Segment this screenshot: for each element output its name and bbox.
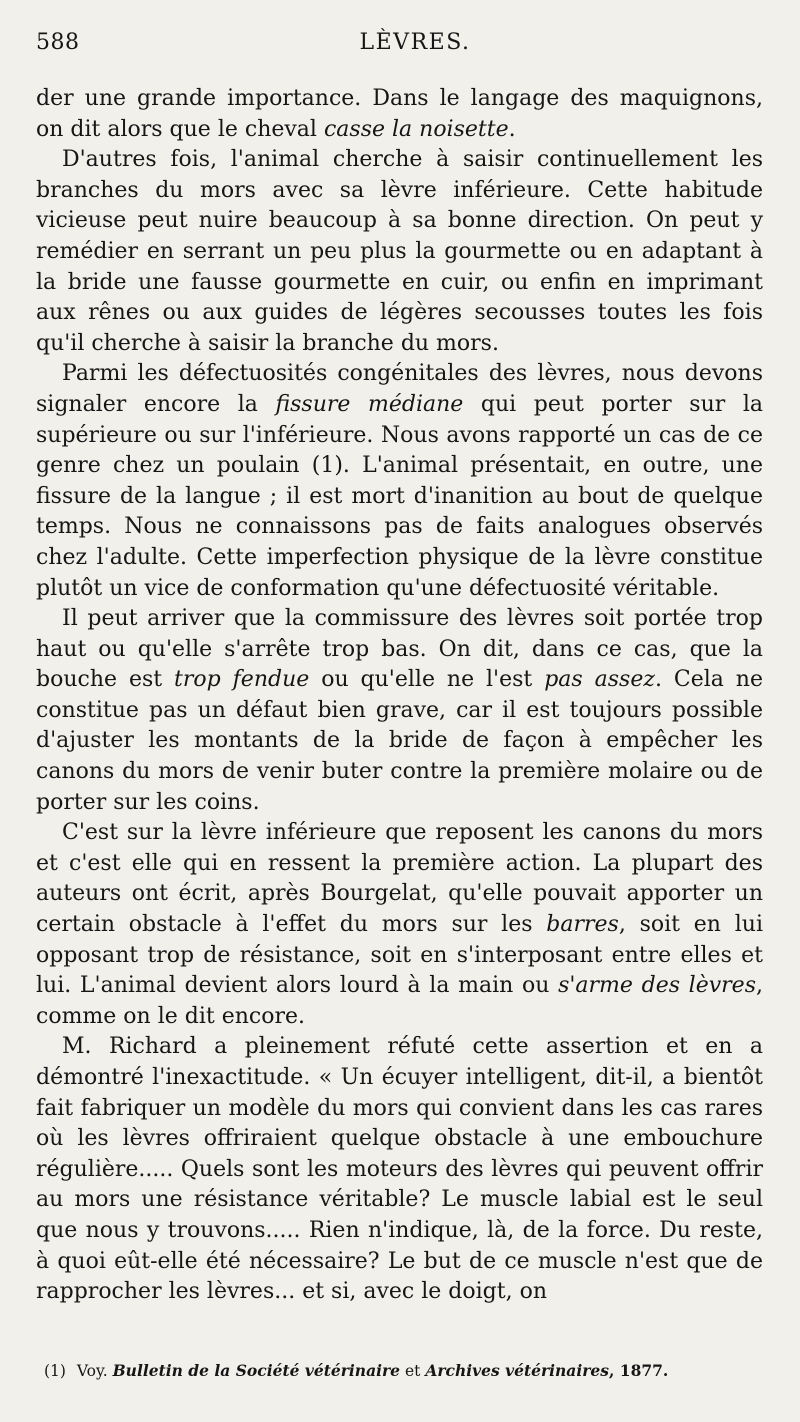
italic-phrase: barres xyxy=(546,912,619,938)
text-run: D'autres fois, l'animal cherche à saisir continuellement les branches du mors avec sa lèvre inférieure. Cette habitude vicieuse peut nuire beaucoup à sa bonne direction. On peut y remédier en serrant un peu plus la gourmette ou en adaptant à la bride une fausse gourmette en cuir, ou enfin en imprimant aux rênes ou aux guides de légères secousses toutes les fois qu'il cherche à saisir la branche du mors. xyxy=(36,147,763,356)
italic-phrase: fissure médiane xyxy=(275,391,464,417)
paragraph xyxy=(36,604,763,818)
footnote-conjunction: et xyxy=(400,1362,426,1380)
italic-phrase: pas assez xyxy=(544,667,655,693)
italic-phrase: trop fendue xyxy=(174,667,310,693)
paragraph xyxy=(36,84,763,145)
italic-phrase: s'arme des lèvres xyxy=(558,973,756,999)
footnote xyxy=(36,1360,764,1382)
footnote-year: , 1877. xyxy=(609,1361,669,1380)
paragraph xyxy=(36,359,763,604)
text-run: M. Richard a pleinement réfuté cette assertion et en a démontré l'inexactitude. « Un écuyer intelligent, dit-il, a bientôt fait fabriquer un modèle du mors qui convient dans les cas rares où les lèvres offriraient quelque obstacle à une embouchure régulière..... Quels sont les moteurs des lèvres qui peuvent offrir au mors une résistance véritable? Le muscle labial est le seul que nous y trouvons..... Rien n'indique, là, de la force. Du reste, à quoi eût-elle été nécessaire? Le but de ce muscle n'est que de rapprocher les lèvres... et si, avec le doigt, on xyxy=(36,1034,763,1305)
body-text xyxy=(36,84,763,1308)
footnote-prefix: Voy. xyxy=(76,1362,108,1380)
text-run: , comme on le dit encore. xyxy=(36,973,763,1029)
text-run: Parmi les défectuosités congénitales des lèvres, nous devons signaler encore la xyxy=(36,361,763,417)
italic-phrase: casse la noisette xyxy=(323,116,509,142)
paragraph xyxy=(36,818,763,1032)
text-run: Il peut arriver que la commissure des lèvres soit portée trop haut ou qu'elle s'arrête trop bas. On dit, dans ce cas, que la bouche est xyxy=(36,606,763,693)
footnote-title-2: Archives vétérinaires xyxy=(425,1361,609,1380)
text-run: . Cela ne constitue pas un défaut bien grave, car il est toujours possible d'ajuster les montants de la bride de façon à empêcher les canons du mors de venir buter contre la première molaire ou de porter sur les coins. xyxy=(36,667,763,815)
page-number: 588 xyxy=(36,30,80,55)
text-run: , soit en lui opposant trop de résistance, soit en s'interposant entre elles et lui. L'animal devient alors lourd à la main ou xyxy=(36,912,763,999)
footnote-title: Bulletin de la Société vétérinaire xyxy=(112,1361,401,1380)
text-run: der une grande importance. Dans le langage des maquignons, on dit alors que le cheval xyxy=(36,86,763,142)
text-run: qui peut porter sur la supérieure ou sur l'inférieure. Nous avons rapporté un cas de ce genre chez un poulain (1). L'animal présentait, en outre, une fissure de la langue ; il est mort d'inanition au bout de quelque temps. Nous ne connaissons pas de faits analogues observés chez l'adulte. Cette imperfection physique de la lèvre constitue plutôt un vice de conformation qu'une défectuosité véritable. xyxy=(36,391,763,601)
footnote-marker: (1) xyxy=(44,1362,66,1380)
text-run: ou qu'elle ne l'est xyxy=(309,667,545,693)
page-header xyxy=(36,30,764,70)
text-run: . xyxy=(508,116,516,142)
paragraph xyxy=(36,145,763,359)
paragraph xyxy=(36,1032,763,1307)
text-run: C'est sur la lèvre inférieure que reposent les canons du mors et c'est elle qui en ressent la première action. La plupart des auteurs ont écrit, après Bourgelat, qu'elle pouvait apporter un certain obstacle à l'effet du mors sur les xyxy=(36,820,763,938)
running-title: LÈVRES. xyxy=(359,30,471,55)
